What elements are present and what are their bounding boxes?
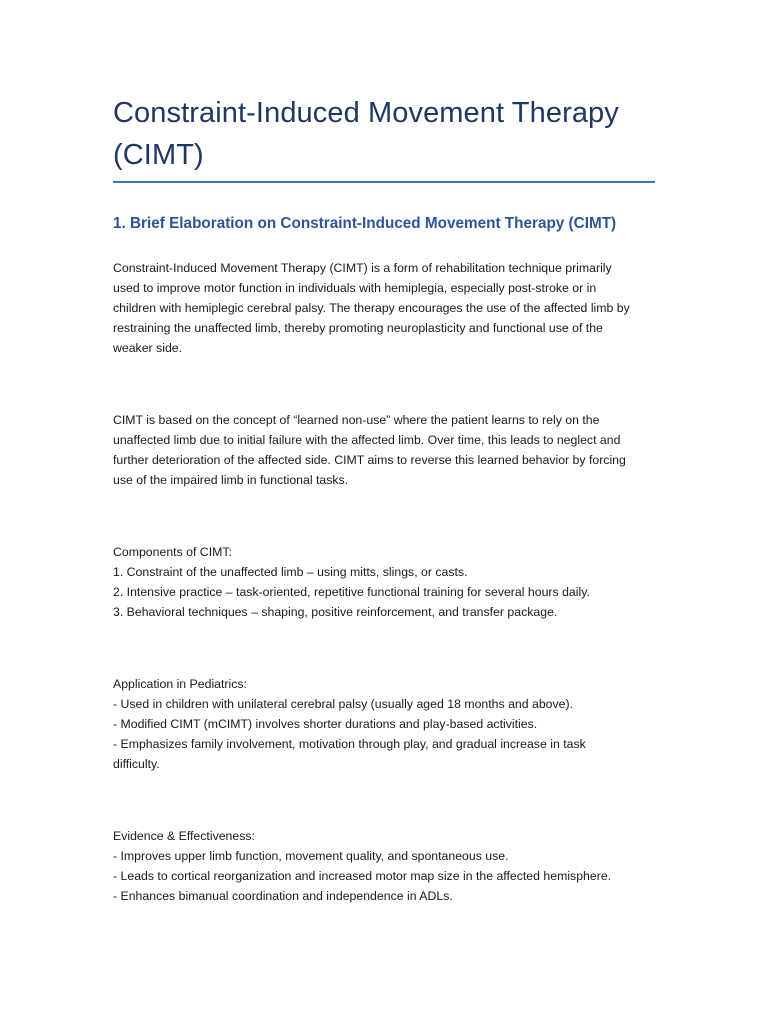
title-underline-rule bbox=[113, 181, 655, 183]
components-heading: Components of CIMT: bbox=[113, 545, 232, 559]
pediatrics-block bbox=[113, 674, 658, 774]
paragraph-line: restraining the unaffected limb, thereby promoting neuroplasticity and functional use of the bbox=[113, 321, 603, 335]
paragraph-line: children with hemiplegic cerebral palsy. The therapy encourages the use of the affected limb by bbox=[113, 301, 630, 315]
list-item: - Enhances bimanual coordination and independence in ADLs. bbox=[113, 889, 453, 903]
document-title-line: Constraint-Induced Movement Therapy bbox=[113, 97, 619, 129]
list-item: difficulty. bbox=[113, 757, 160, 771]
paragraph-line: unaffected limb due to initial failure with the affected limb. Over time, this leads to neglect and bbox=[113, 433, 621, 447]
paragraph-line: CIMT is based on the concept of “learned non-use” where the patient learns to rely on the bbox=[113, 413, 600, 427]
list-item: - Used in children with unilateral cerebral palsy (usually aged 18 months and above). bbox=[113, 697, 574, 711]
document-title-line: (CIMT) bbox=[113, 139, 204, 171]
document-content bbox=[113, 92, 658, 906]
paragraph-line: Constraint-Induced Movement Therapy (CIMT) is a form of rehabilitation technique primarily bbox=[113, 261, 612, 275]
intro-paragraph bbox=[113, 258, 658, 358]
evidence-block bbox=[113, 826, 658, 906]
list-item: - Leads to cortical reorganization and increased motor map size in the affected hemisphere. bbox=[113, 869, 612, 883]
evidence-heading: Evidence & Effectiveness: bbox=[113, 829, 255, 843]
section-heading: 1. Brief Elaboration on Constraint-Induced Movement Therapy (CIMT) bbox=[113, 215, 617, 232]
list-item: - Improves upper limb function, movement quality, and spontaneous use. bbox=[113, 849, 509, 863]
pediatrics-heading: Application in Pediatrics: bbox=[113, 677, 247, 691]
list-item: 1. Constraint of the unaffected limb – using mitts, slings, or casts. bbox=[113, 565, 468, 579]
list-item: 3. Behavioral techniques – shaping, positive reinforcement, and transfer package. bbox=[113, 605, 558, 619]
paragraph-line: use of the impaired limb in functional tasks. bbox=[113, 473, 349, 487]
paragraph-line: further deterioration of the affected side. CIMT aims to reverse this learned behavior by forcing bbox=[113, 453, 626, 467]
list-item: 2. Intensive practice – task-oriented, repetitive functional training for several hours daily. bbox=[113, 585, 590, 599]
concept-paragraph bbox=[113, 410, 658, 490]
list-item: - Emphasizes family involvement, motivation through play, and gradual increase in task bbox=[113, 737, 586, 751]
document-title bbox=[113, 92, 658, 176]
paragraph-line: weaker side. bbox=[113, 341, 183, 355]
components-block bbox=[113, 542, 658, 622]
paragraph-line: used to improve motor function in individuals with hemiplegia, especially post-stroke or in bbox=[113, 281, 597, 295]
list-item: - Modified CIMT (mCIMT) involves shorter durations and play-based activities. bbox=[113, 717, 538, 731]
